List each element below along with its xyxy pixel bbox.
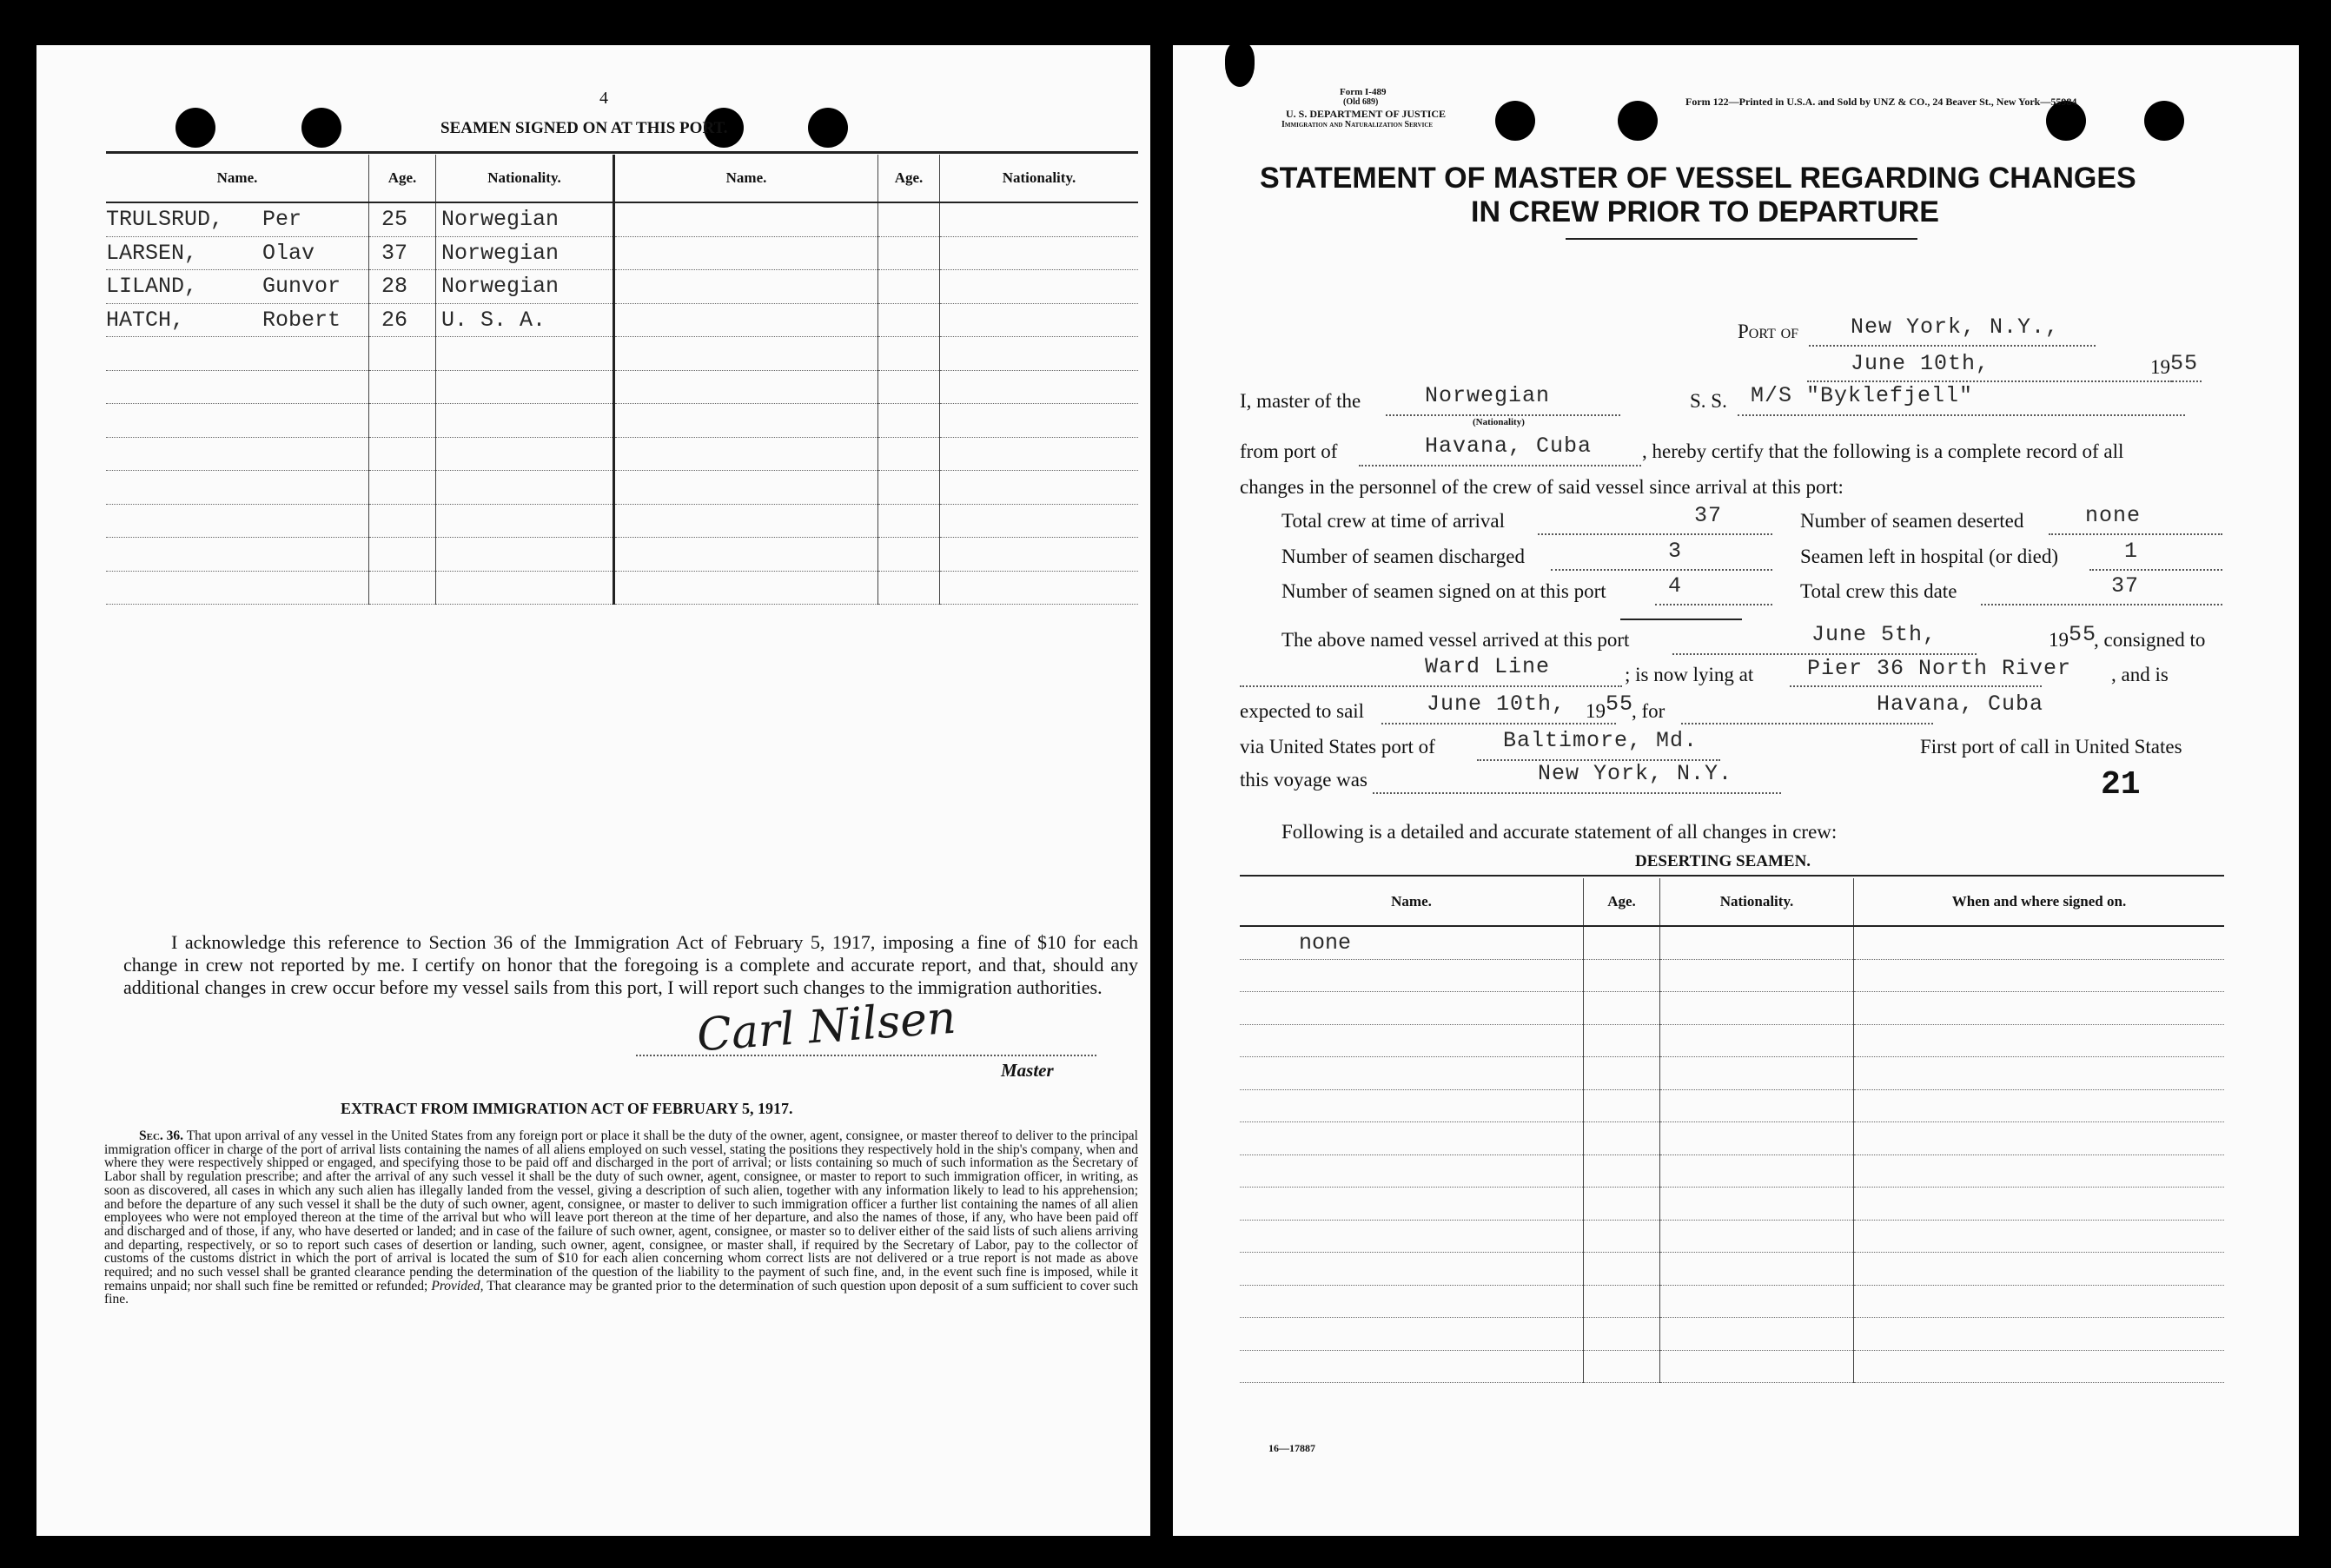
- section-title: SEAMEN SIGNED ON AT THIS PORT.: [440, 119, 728, 137]
- nationality-cell: Norwegian: [436, 202, 614, 236]
- empty-cell: [106, 437, 369, 471]
- empty-cell: [1240, 1285, 1584, 1318]
- empty-cell: [1854, 1285, 2225, 1318]
- empty-cell: [1240, 1122, 1584, 1155]
- footer-code: 16—17887: [1268, 1442, 1315, 1454]
- empty-cell: [614, 303, 878, 337]
- empty-cell: [940, 538, 1139, 572]
- empty-cell: [1660, 926, 1854, 959]
- master-of-label: I, master of the: [1240, 390, 1361, 412]
- empty-cell: [1240, 1220, 1584, 1253]
- stamp-number: 21: [2101, 766, 2141, 804]
- empty-cell: [1584, 992, 1660, 1025]
- deserting-title: DESERTING SEAMEN.: [1635, 852, 1811, 870]
- table-row: [106, 236, 1138, 270]
- port-of-value: New York, N.Y.,: [1851, 314, 2060, 340]
- empty-cell: [1660, 1188, 1854, 1221]
- extract-text: [104, 1129, 1138, 1307]
- arrived-year-value: 55: [2069, 622, 2097, 647]
- discharged-label: Number of seamen discharged: [1281, 546, 1525, 567]
- given-name: Robert: [262, 307, 341, 333]
- empty-cell: [940, 571, 1139, 605]
- via-port-value: Baltimore, Md.: [1503, 728, 1699, 753]
- empty-cell: [878, 202, 940, 236]
- deserting-seamen-table: [1240, 878, 2224, 1383]
- form-number: Form I-489: [1340, 87, 1387, 97]
- header-name: Name.: [614, 155, 878, 202]
- divider: [106, 151, 1138, 154]
- form-old: (Old 689): [1343, 97, 1379, 107]
- empty-cell: [1584, 1220, 1660, 1253]
- name-cell: [106, 236, 369, 270]
- page-number: 4: [599, 89, 608, 108]
- empty-cell: [940, 437, 1139, 471]
- empty-cell: [940, 370, 1139, 404]
- empty-cell: [878, 404, 940, 438]
- empty-cell: [1854, 926, 2225, 959]
- table-row: [1240, 1089, 2224, 1122]
- empty-cell: [940, 236, 1139, 270]
- rule: [1620, 619, 1742, 620]
- table-row: [106, 538, 1138, 572]
- consigned-label: , consigned to: [2094, 629, 2206, 651]
- empty-cell: [1584, 1253, 1660, 1286]
- table-row: [106, 471, 1138, 505]
- for-label: , for: [1632, 700, 1665, 722]
- total-arrival-label: Total crew at time of arrival: [1281, 510, 1506, 532]
- total-date-value: 37: [2111, 573, 2140, 599]
- empty-cell: [940, 471, 1139, 505]
- empty-cell: [106, 471, 369, 505]
- empty-cell: [614, 571, 878, 605]
- table-row: [1240, 926, 2224, 959]
- table-row: [1240, 1122, 2224, 1155]
- year-value: 55: [2170, 351, 2199, 376]
- sail-label: expected to sail: [1240, 700, 1365, 722]
- empty-cell: [614, 270, 878, 304]
- title-line-2: IN CREW PRIOR TO DEPARTURE: [1471, 195, 1939, 228]
- empty-cell: [878, 370, 940, 404]
- table-row: [106, 202, 1138, 236]
- empty-cell: [614, 538, 878, 572]
- empty-cell: [940, 337, 1139, 371]
- table-row: [1240, 1154, 2224, 1188]
- table-row: [106, 303, 1138, 337]
- empty-cell: [1240, 992, 1584, 1025]
- empty-cell: [369, 437, 436, 471]
- table-row: [1240, 1057, 2224, 1090]
- header-nationality: Nationality.: [436, 155, 614, 202]
- hospital-value: 1: [2124, 539, 2139, 564]
- ss-label: S. S.: [1690, 390, 1727, 412]
- from-port-value: Havana, Cuba: [1425, 433, 1593, 459]
- year-prefix: 19: [2150, 356, 2170, 378]
- empty-cell: [940, 270, 1139, 304]
- nationality-cell: Norwegian: [436, 236, 614, 270]
- empty-cell: [1660, 1024, 1854, 1057]
- empty-cell: [878, 504, 940, 538]
- empty-cell: [436, 471, 614, 505]
- table-row: [106, 370, 1138, 404]
- first-port-label: First port of call in United States: [1920, 736, 2182, 758]
- empty-cell: [940, 303, 1139, 337]
- punch-hole: [1495, 101, 1535, 141]
- given-name: Per: [262, 207, 302, 233]
- extract-sec: Sec. 36.: [139, 1128, 184, 1143]
- empty-cell: [106, 571, 369, 605]
- from-port-label: from port of: [1240, 440, 1338, 462]
- empty-cell: [106, 337, 369, 371]
- table-row: [1240, 959, 2224, 992]
- empty-cell: [940, 504, 1139, 538]
- extract-title: EXTRACT FROM IMMIGRATION ACT OF FEBRUARY 5, 1917.: [341, 1100, 793, 1117]
- empty-cell: [1854, 1188, 2225, 1221]
- extract-end: That clearance may be granted prior to the determination of such question upon deposit of a sum sufficient to cover such fine.: [104, 1278, 1138, 1307]
- lying-label: ; is now lying at: [1625, 664, 1754, 685]
- consignee-value: Ward Line: [1425, 654, 1551, 679]
- deserted-value: none: [2085, 503, 2142, 528]
- printer-line: Form 122—Printed in U.S.A. and Sold by UNZ & CO., 24 Beaver St., New York—55984: [1685, 96, 2077, 108]
- empty-cell: [1660, 1154, 1854, 1188]
- table-row: [106, 337, 1138, 371]
- hospital-label: Seamen left in hospital (or died): [1800, 546, 2059, 567]
- given-name: Gunvor: [262, 274, 341, 300]
- ink-blot: [1225, 42, 1255, 87]
- empty-cell: [1854, 1122, 2225, 1155]
- table-row: [1240, 1220, 2224, 1253]
- empty-cell: [1660, 1089, 1854, 1122]
- rule: [1240, 875, 2224, 877]
- vessel-value: M/S "Byklefjell": [1751, 383, 1974, 408]
- table-row: [1240, 1024, 2224, 1057]
- nationality-value: Norwegian: [1425, 383, 1551, 408]
- empty-cell: [878, 471, 940, 505]
- empty-cell: [1854, 1253, 2225, 1286]
- table-row: [106, 437, 1138, 471]
- title-rule: [1566, 238, 1917, 240]
- empty-cell: [1584, 1350, 1660, 1383]
- empty-cell: [106, 404, 369, 438]
- empty-cell: [1240, 1089, 1584, 1122]
- signed-on-value: 4: [1668, 573, 1683, 599]
- empty-cell: [1660, 992, 1854, 1025]
- empty-cell: [1854, 1024, 2225, 1057]
- first-port-value: New York, N.Y.: [1538, 761, 1733, 786]
- voyage-label: this voyage was: [1240, 769, 1367, 791]
- punch-hole: [1618, 101, 1658, 141]
- discharged-value: 3: [1668, 539, 1683, 564]
- deserter-name-cell: none: [1240, 926, 1584, 959]
- table-row: [1240, 992, 2224, 1025]
- empty-cell: [1240, 1057, 1584, 1090]
- empty-cell: [614, 337, 878, 371]
- signature-line: [636, 1055, 1096, 1056]
- empty-cell: [369, 504, 436, 538]
- destination-value: Havana, Cuba: [1877, 691, 2044, 717]
- empty-cell: [1854, 992, 2225, 1025]
- header-when-where: When and where signed on.: [1854, 878, 2225, 926]
- empty-cell: [1660, 1220, 1854, 1253]
- total-date-label: Total crew this date: [1800, 580, 1957, 602]
- empty-cell: [614, 504, 878, 538]
- name-cell: [106, 303, 369, 337]
- empty-cell: [1584, 1024, 1660, 1057]
- empty-cell: [1584, 1089, 1660, 1122]
- empty-cell: [1660, 1285, 1854, 1318]
- header-nationality: Nationality.: [940, 155, 1139, 202]
- surname: TRULSRUD,: [106, 207, 224, 233]
- empty-cell: [436, 504, 614, 538]
- empty-cell: [1660, 1253, 1854, 1286]
- header-name: Name.: [106, 155, 369, 202]
- extract-provided: Provided,: [431, 1278, 484, 1293]
- empty-cell: [1584, 1122, 1660, 1155]
- empty-cell: [878, 571, 940, 605]
- empty-cell: [1240, 959, 1584, 992]
- empty-cell: [436, 571, 614, 605]
- empty-cell: [1240, 1024, 1584, 1057]
- empty-cell: [614, 370, 878, 404]
- empty-cell: [614, 404, 878, 438]
- age-cell: 26: [369, 303, 436, 337]
- empty-cell: [878, 303, 940, 337]
- empty-cell: [1584, 959, 1660, 992]
- age-cell: 37: [369, 236, 436, 270]
- table-row: [1240, 1188, 2224, 1221]
- empty-cell: [436, 337, 614, 371]
- left-page: [36, 45, 1150, 1536]
- empty-cell: [369, 471, 436, 505]
- empty-cell: [878, 236, 940, 270]
- empty-cell: [1584, 1057, 1660, 1090]
- date-value: June 10th,: [1851, 351, 1990, 376]
- nationality-cell: Norwegian: [436, 270, 614, 304]
- empty-cell: [1854, 959, 2225, 992]
- empty-cell: [1854, 1154, 2225, 1188]
- empty-cell: [1854, 1318, 2225, 1351]
- empty-cell: [369, 404, 436, 438]
- empty-cell: [106, 504, 369, 538]
- table-row: [1240, 1350, 2224, 1383]
- empty-cell: [614, 236, 878, 270]
- empty-cell: [1240, 1253, 1584, 1286]
- total-arrival-value: 37: [1694, 503, 1723, 528]
- table-row: [106, 404, 1138, 438]
- right-page: [1173, 45, 2299, 1536]
- acknowledgment-text: I acknowledge this reference to Section 36 of the Immigration Act of February 5, 1917, imposing a fine of $10 for each change in crew not reported by me. I certify on honor that the foregoing is a complete and accurate report, and that, should any additional changes in crew occur before my vessel sails from this port, I will report such changes to the immigration authorities.: [123, 931, 1138, 998]
- via-label: via United States port of: [1240, 736, 1435, 758]
- empty-cell: [878, 270, 940, 304]
- master-label: Master: [1001, 1060, 1054, 1081]
- header-age: Age.: [878, 155, 940, 202]
- empty-cell: [1240, 1188, 1584, 1221]
- header-nationality: Nationality.: [1660, 878, 1854, 926]
- age-cell: 25: [369, 202, 436, 236]
- sail-year-prefix: 19: [1586, 700, 1606, 722]
- empty-cell: [1240, 1350, 1584, 1383]
- empty-cell: [878, 437, 940, 471]
- empty-cell: [1660, 1122, 1854, 1155]
- empty-cell: [436, 370, 614, 404]
- master-signature: Carl Nilsen: [695, 991, 958, 1062]
- signed-on-label: Number of seamen signed on at this port: [1281, 580, 1606, 602]
- certify-text: , hereby certify that the following is a complete record of all: [1642, 440, 2124, 462]
- name-cell: [106, 202, 369, 236]
- empty-cell: [369, 571, 436, 605]
- header-age: Age.: [1584, 878, 1660, 926]
- punch-hole: [2144, 101, 2184, 141]
- punch-hole: [808, 108, 848, 148]
- nationality-caption: (Nationality): [1473, 417, 1525, 427]
- arrived-label: The above named vessel arrived at this port: [1281, 629, 1630, 651]
- empty-cell: [878, 538, 940, 572]
- arrived-year-prefix: 19: [2049, 629, 2069, 651]
- empty-cell: [1584, 1318, 1660, 1351]
- nationality-cell: U. S. A.: [436, 303, 614, 337]
- punch-hole: [301, 108, 341, 148]
- empty-cell: [1660, 1318, 1854, 1351]
- empty-cell: [1854, 1089, 2225, 1122]
- empty-cell: [436, 404, 614, 438]
- empty-cell: [940, 404, 1139, 438]
- name-cell: [106, 270, 369, 304]
- arrived-date-value: June 5th,: [1811, 622, 1937, 647]
- table-row: [1240, 1318, 2224, 1351]
- deserted-label: Number of seamen deserted: [1800, 510, 2024, 532]
- empty-cell: [369, 370, 436, 404]
- empty-cell: [1584, 1285, 1660, 1318]
- table-row: [1240, 1285, 2224, 1318]
- title-line-1: STATEMENT OF MASTER OF VESSEL REGARDING CHANGES: [1260, 162, 2136, 195]
- table-row: [106, 270, 1138, 304]
- empty-cell: [1584, 1188, 1660, 1221]
- empty-cell: [369, 337, 436, 371]
- punch-hole: [175, 108, 215, 148]
- header-name: Name.: [1240, 878, 1584, 926]
- empty-cell: [1584, 1154, 1660, 1188]
- empty-cell: [1854, 1220, 2225, 1253]
- empty-cell: [614, 202, 878, 236]
- table-row: [106, 504, 1138, 538]
- empty-cell: [614, 471, 878, 505]
- empty-cell: [106, 370, 369, 404]
- age-cell: 28: [369, 270, 436, 304]
- following-text: Following is a detailed and accurate statement of all changes in crew:: [1281, 821, 1838, 843]
- and-is-label: , and is: [2111, 664, 2169, 685]
- empty-cell: [436, 538, 614, 572]
- sail-date-value: June 10th,: [1427, 691, 1566, 717]
- empty-cell: [1240, 1318, 1584, 1351]
- empty-cell: [1854, 1350, 2225, 1383]
- empty-cell: [940, 202, 1139, 236]
- empty-cell: [878, 337, 940, 371]
- empty-cell: [614, 437, 878, 471]
- table-row: [106, 571, 1138, 605]
- empty-cell: [369, 538, 436, 572]
- port-of-label: Port of: [1738, 321, 1799, 342]
- empty-cell: [106, 538, 369, 572]
- surname: HATCH,: [106, 307, 185, 333]
- extract-body: That upon arrival of any vessel in the United States from any foreign port or place it shall be the duty of the owner, agent, consignee, or master thereof to deliver to the principal immigration officer in charge of the port of arrival lists containing the names of all aliens employed on such vessel, stating the positions they respectively hold in the ship's company, when and where they were respectively shipped or engaged, and specifying those to be paid off and discharged in the port of arrival; or lists containing so much of such information as the Secretary of Labor shall by regulation prescribe; and after the arrival of any such vessel it shall be the duty of such owner, agent, consignee, or master to report to such immigration officer, in writing, as soon as discovered, all cases in which any such alien has illegally landed from the vessel, giving a description of such alien, together with any information likely to lead to his apprehension; and before the departure of any such vessel it shall be the duty of such owner, agent, consignee, or master to deliver to such immigration officer a further list containing the names of all alien employees who were not employed thereon at the time of the arrival but who will leave port thereon at the time of her departure, and also the names of those, if any, who have been paid off and discharged and of those, if any, who have deserted or landed; and in case of the failure of such owner, agent, consignee, or master so to deliver either of the said lists of such aliens arriving and departing, respectively, or so to report such cases of desertion or landing, such owner, agent, consignee, or master shall, if required by the Secretary of Labor, pay to the collector of customs of the customs district in which the port of arrival is located the sum of $10 for each alien concerning whom correct lists are not delivered or a true report is not made as above required; and no such vessel shall be granted clearance pending the determination of the question of the liability to the payment of such fine, and, in the event such fine is imposed, while it remains unpaid; nor shall such fine be remitted or refunded;: [104, 1128, 1138, 1293]
- header-age: Age.: [369, 155, 436, 202]
- seamen-signed-table: [106, 155, 1138, 605]
- surname: LARSEN,: [106, 240, 198, 266]
- surname: LILAND,: [106, 274, 198, 300]
- empty-cell: [1660, 959, 1854, 992]
- empty-cell: [1584, 926, 1660, 959]
- lying-at-value: Pier 36 North River: [1807, 656, 2072, 681]
- empty-cell: [1660, 1350, 1854, 1383]
- sail-year-value: 55: [1606, 691, 1634, 717]
- service: Immigration and Naturalization Service: [1281, 120, 1434, 129]
- changes-text: changes in the personnel of the crew of said vessel since arrival at this port:: [1240, 476, 1844, 498]
- department: U. S. DEPARTMENT OF JUSTICE: [1286, 108, 1447, 120]
- empty-cell: [436, 437, 614, 471]
- empty-cell: [1660, 1057, 1854, 1090]
- empty-cell: [1854, 1057, 2225, 1090]
- given-name: Olav: [262, 240, 315, 266]
- table-row: [1240, 1253, 2224, 1286]
- empty-cell: [1240, 1154, 1584, 1188]
